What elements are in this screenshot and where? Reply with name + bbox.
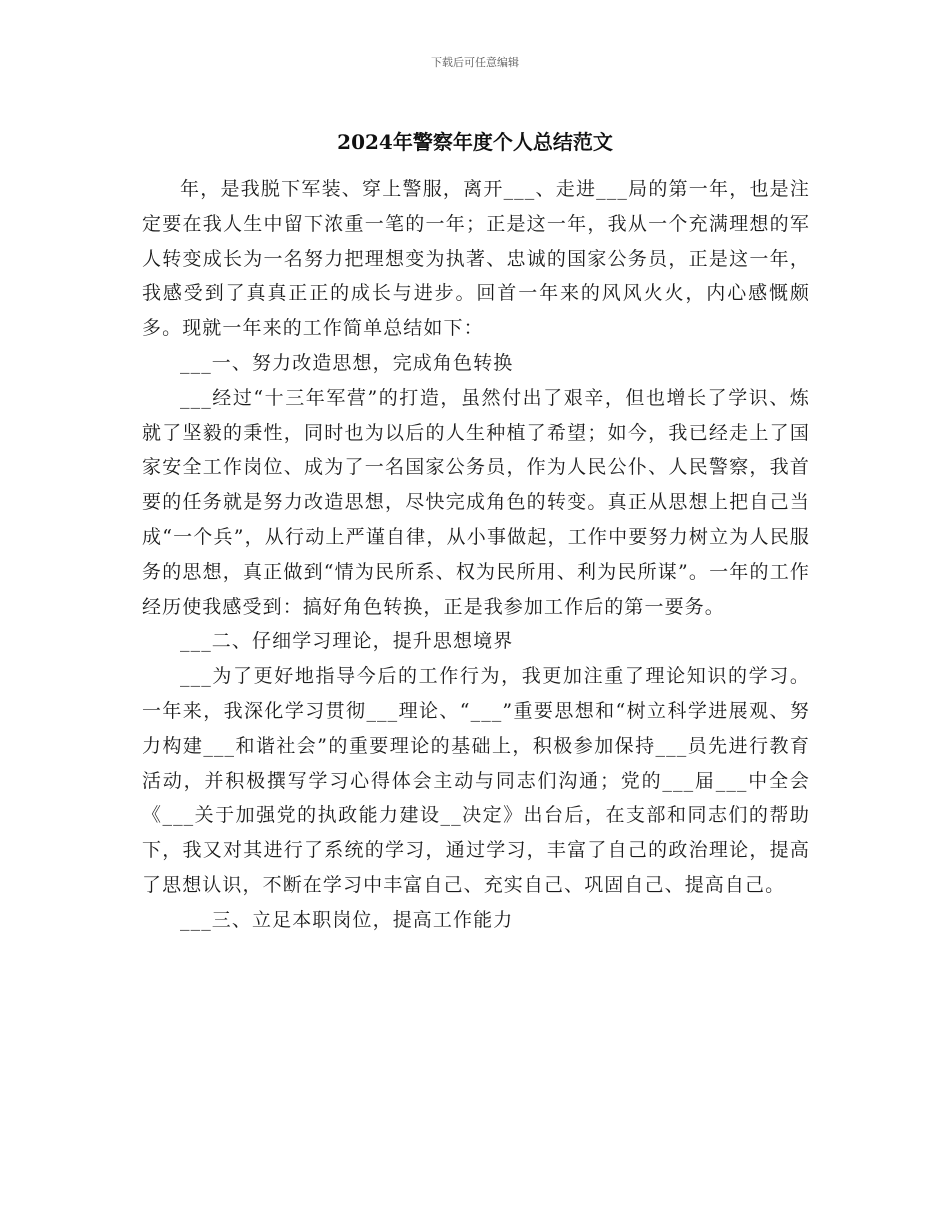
document-title: 2024年警察年度个人总结范文	[337, 130, 613, 154]
section-heading-2: ___二、仔细学习理论，提升思想境界	[180, 630, 514, 653]
header-note: 下载后可任意编辑	[431, 56, 519, 69]
paragraph-intro: 年，是我脱下军装、穿上警服，离开___、走进___局的第一年，也是注定要在我人生中留下浓重一笔的一年；正是这一年，我从一个充满理想的军人转变成长为一名努力把理想变为执著、忠诚的国家公务员，正是这一年，我感受到了真真正正的成长与进步。回首一年来的风风火火，内心感慨颇多。现就一年来的工作简单总结如下：	[142, 178, 810, 340]
section-heading-1: ___一、努力改造思想，完成角色转换	[180, 351, 514, 374]
document-body	[142, 172, 810, 938]
paragraph-section-2: ___为了更好地指导今后的工作行为，我更加注重了理论知识的学习。一年来，我深化学习贯彻___理论、“___”重要思想和“树立科学进展观、努力构建___和谐社会”的重要理论的基础上，积极参加保持___员先进行教育活动，并积极撰写学习心得体会主动与同志们沟通；党的___届___中全会《___关于加强党的执政能力建设__决定》出台后，在支部和同志们的帮助下，我又对其进行了系统的学习，通过学习，丰富了自己的政治理论，提高了思想认识，不断在学习中丰富自己、充实自己、巩固自己、提高自己。	[142, 665, 810, 896]
section-heading-3: ___三、立足本职岗位，提高工作能力	[180, 908, 514, 931]
paragraph-section-1: ___经过“十三年军营”的打造，虽然付出了艰辛，但也增长了学识、炼就了坚毅的秉性，同时也为以后的人生种植了希望；如今，我已经走上了国家安全工作岗位、成为了一名国家公务员，作为人民公仆、人民警察，我首要的任务就是努力改造思想，尽快完成角色的转变。真正从思想上把自己当成“一个兵”，从行动上严谨自律，从小事做起，工作中要努力树立为人民服务的思想，真正做到“情为民所系、权为民所用、利为民所谋”。一年的工作经历使我感受到：搞好角色转换，正是我参加工作后的第一要务。	[142, 386, 810, 618]
